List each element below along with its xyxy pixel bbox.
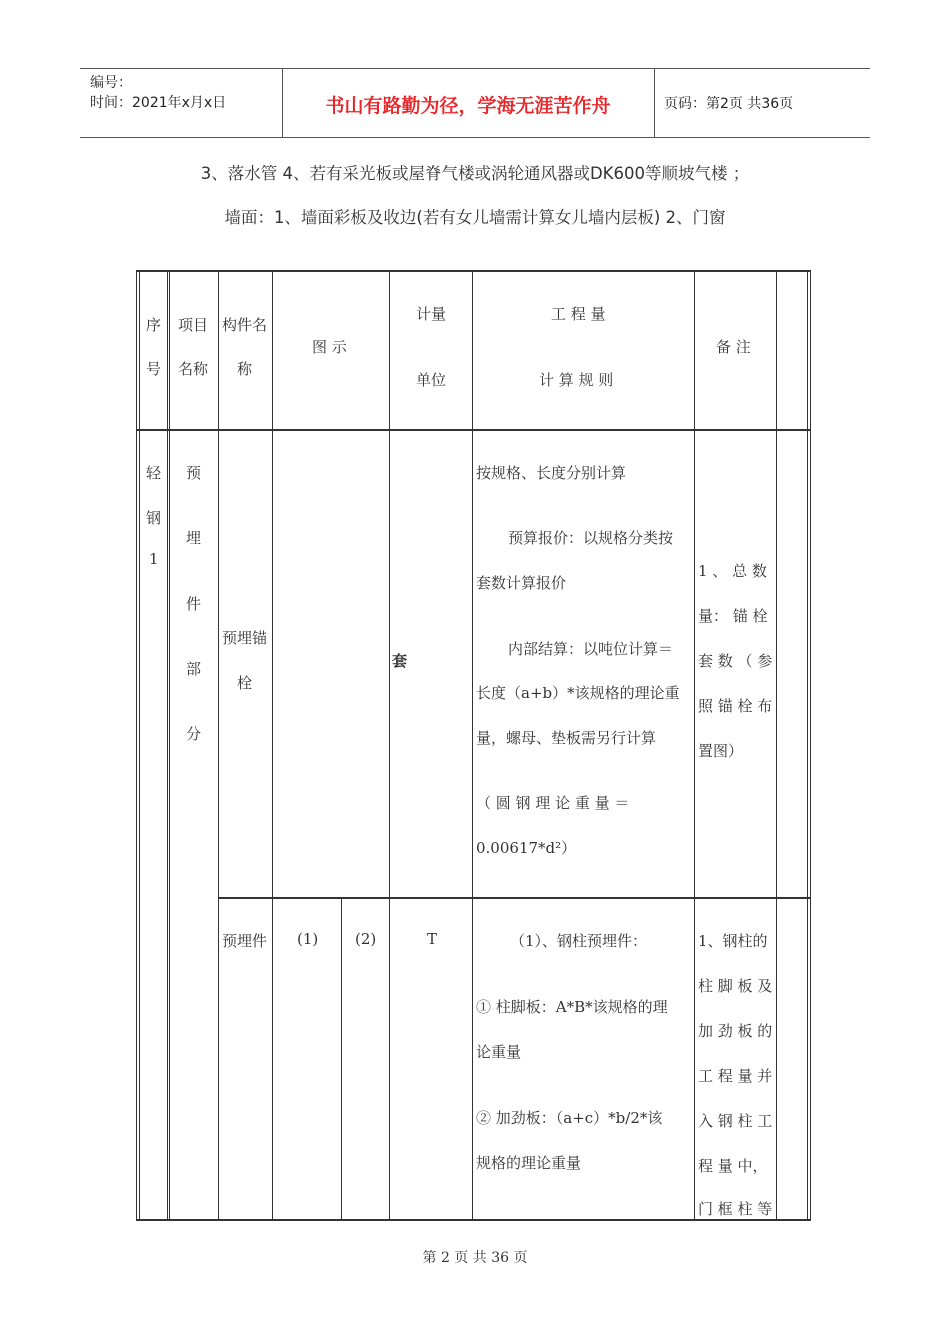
row2-remark: 入 钢 柱 工: [698, 1112, 773, 1130]
intro-line-2: 墙面：1、墙面彩板及收边(若有女儿墙需计算女儿墙内层板) 2、门窗: [224, 208, 726, 227]
row1-remark: 套 数 （ 参: [698, 652, 773, 670]
header-unit: 单位: [416, 371, 447, 389]
table-rule: [694, 270, 695, 1221]
table-rule: [169, 270, 170, 1221]
row1-rule: 预算报价：以规格分类按: [508, 529, 674, 547]
header-item: 名称: [178, 360, 209, 378]
row1-rule: 长度（a+b）*该规格的理论重: [476, 684, 680, 702]
table-rule: [272, 270, 273, 1221]
row2-remark: 加 劲 板 的: [698, 1022, 773, 1040]
row1-rule: 量，螺母、垫板需另行计算: [476, 729, 657, 747]
row2-remark: 柱 脚 板 及: [698, 977, 773, 995]
header-remark: 备 注: [716, 338, 751, 356]
table-rule: [776, 270, 777, 1221]
row1-part: 栓: [237, 674, 253, 692]
item-name-char: 件: [186, 595, 202, 613]
row2-rule: ② 加劲板：（a+c）*b/2*该: [476, 1109, 663, 1127]
row1-unit: 套: [392, 652, 408, 670]
header-motto: 书山有路勤为径，学海无涯苦作舟: [325, 95, 611, 117]
header-divider: [654, 69, 655, 137]
item-name-char: 埋: [186, 529, 202, 547]
row2-rule: ① 柱脚板：A*B*该规格的理: [476, 998, 668, 1016]
header-seq: 序: [146, 316, 162, 334]
table-border: [136, 270, 137, 1221]
table-rule: [218, 270, 219, 1221]
header-figure: 图 示: [312, 338, 347, 356]
table-rule: [341, 898, 342, 1221]
item-name-char: 预: [186, 464, 202, 482]
number-label: 编号：: [90, 75, 132, 91]
category-text: 1: [149, 550, 159, 568]
row2-unit: T: [427, 930, 438, 948]
table-rule: [389, 270, 390, 1221]
header-quantity-rule: 计 算 规 则: [539, 371, 614, 389]
row1-rule: 套数计算报价: [476, 574, 567, 592]
row1-part: 预埋锚: [222, 629, 268, 647]
category-text: 钢: [146, 509, 162, 527]
table-border: [139, 270, 140, 1221]
row1-rule: 按规格、长度分别计算: [476, 464, 627, 482]
table-border: [136, 1219, 810, 1221]
row1-rule: 内部结算：以吨位计算＝: [508, 640, 674, 658]
header-seq: 号: [146, 360, 162, 378]
item-name-char: 分: [186, 725, 202, 743]
page-header: [80, 68, 870, 138]
header-unit: 计量: [416, 305, 447, 323]
row1-remark: 1 、 总 数: [698, 562, 767, 580]
row1-remark: 置图）: [698, 742, 744, 760]
row2-figure-1: (1): [297, 930, 319, 948]
date-label: 时间：2021年x月x日: [90, 95, 227, 111]
table-rule: [218, 897, 810, 899]
header-page-info: 页码：第2页 共36页: [664, 96, 794, 112]
row2-rule: 规格的理论重量: [476, 1154, 582, 1172]
row2-rule: （1）、钢柱预埋件：: [510, 932, 648, 950]
row2-part: 预埋件: [222, 932, 268, 950]
header-meta: [90, 73, 226, 113]
header-item: 项目: [178, 316, 209, 334]
row1-remark: 量： 锚 栓: [698, 607, 768, 625]
row2-remark: 门 框 柱 等: [698, 1200, 773, 1218]
row1-rule: 0.00617*d²）: [476, 839, 577, 857]
row2-figure-2: (2): [355, 930, 377, 948]
header-quantity: 工 程 量: [551, 305, 606, 323]
table-rule: [136, 429, 810, 431]
row1-rule: （ 圆 钢 理 论 重 量 ＝: [476, 794, 630, 812]
row2-remark: 程 量 中，: [698, 1157, 768, 1175]
row2-rule: 论重量: [476, 1043, 522, 1061]
row2-remark: 工 程 量 并: [698, 1067, 773, 1085]
item-name-char: 部: [186, 660, 202, 678]
table-rule: [167, 270, 168, 1221]
header-part: 构件名: [222, 316, 268, 334]
row2-remark: 1、钢柱的: [698, 932, 768, 950]
page-footer: 第 2 页 共 36 页: [422, 1250, 528, 1266]
table-border: [807, 270, 808, 1221]
table-rule: [472, 270, 473, 1221]
table-border: [136, 270, 810, 272]
category-text: 轻: [146, 464, 162, 482]
table-border: [810, 270, 811, 1221]
row1-remark: 照 锚 栓 布: [698, 697, 773, 715]
header-part: 称: [237, 360, 253, 378]
intro-line-1: 3、落水管 4、若有采光板或屋脊气楼或涡轮通风器或DK600等顺坡气楼 ；: [200, 164, 750, 183]
